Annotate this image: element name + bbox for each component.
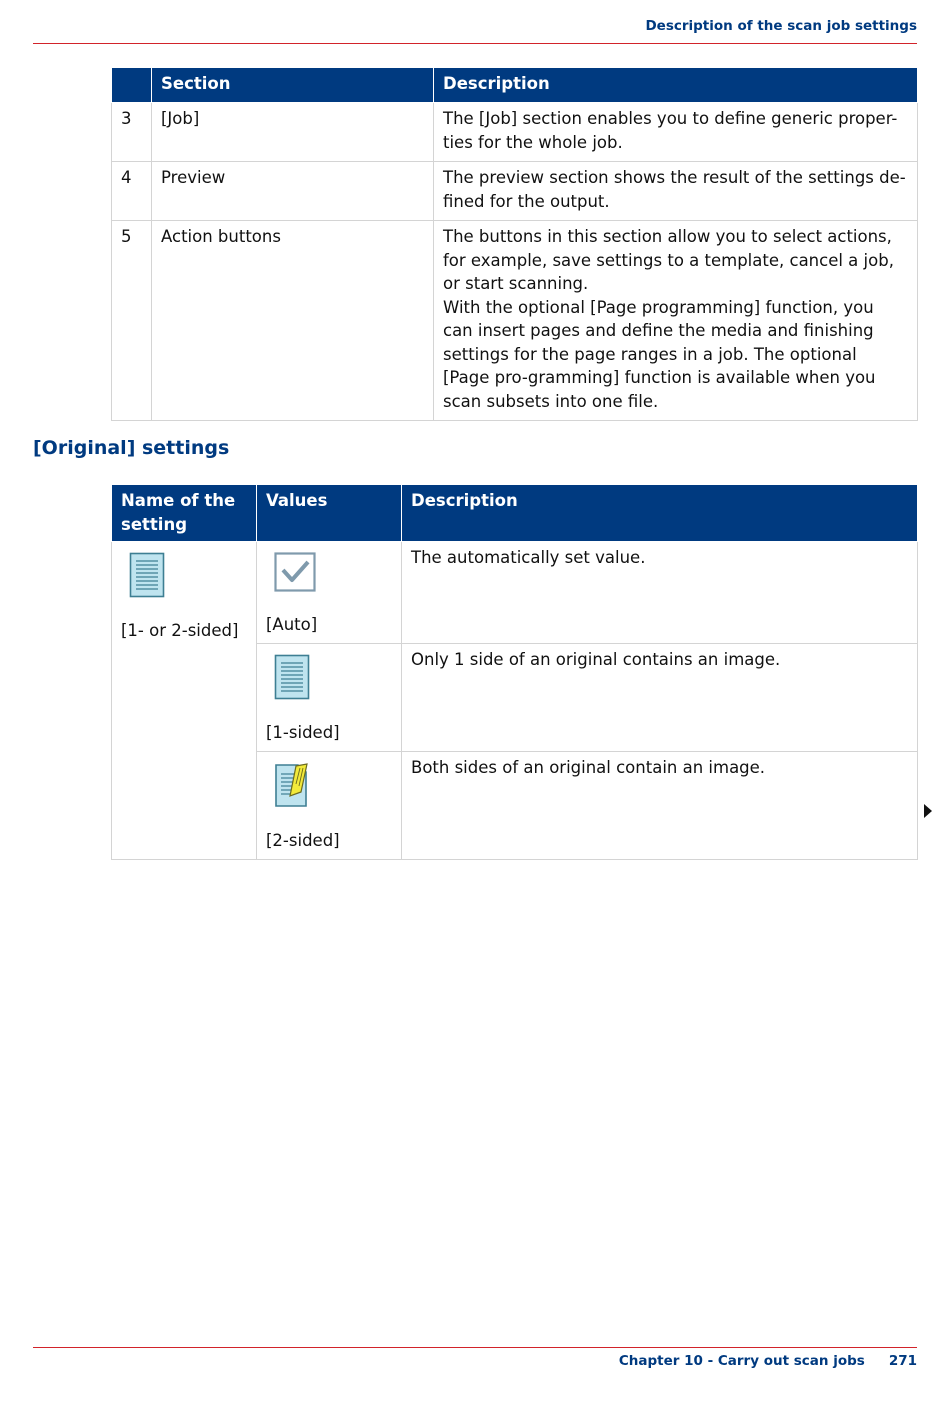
column-header-description: Description [402, 485, 918, 542]
running-footer [619, 1353, 917, 1369]
two-sided-document-icon [274, 762, 392, 815]
value-cell [257, 752, 402, 860]
table-header-row [112, 68, 918, 103]
table-row [112, 162, 918, 221]
column-header-number [112, 68, 152, 103]
column-header-setting-name: Name of the setting [112, 485, 257, 542]
checkbox-check-icon [274, 552, 392, 599]
header-rule [33, 43, 917, 44]
document-icon [274, 654, 392, 707]
value-description: The automatically set value. [402, 542, 918, 644]
footer-rule [33, 1347, 917, 1348]
section-heading: [Original] settings [33, 437, 230, 459]
document-icon [129, 552, 247, 605]
row-description: The preview section shows the result of the settings de-fined for the output. [434, 162, 918, 221]
table-row [112, 542, 918, 644]
table-header-row [112, 485, 918, 542]
value-label: [1-sided] [266, 722, 340, 742]
value-description: Both sides of an original contain an image. [402, 752, 918, 860]
row-description-continued: With the optional [Page programming] function, you can insert pages and define the media and finishing settings for the page ranges in a job. The optional [Page pro-gramming] function is available when you scan subsets into one file. [443, 297, 876, 411]
setting-name-cell [112, 542, 257, 860]
row-section: [Job] [152, 103, 434, 162]
row-number: 4 [112, 162, 152, 221]
value-label: [Auto] [266, 614, 318, 634]
continuation-arrow-icon [924, 804, 932, 818]
column-header-section: Section [152, 68, 434, 103]
original-settings-table [111, 484, 918, 860]
running-header: Description of the scan job settings [645, 18, 917, 34]
row-number: 3 [112, 103, 152, 162]
row-description: The buttons in this section allow you to select actions, for example, save settings to a template, cancel a job, or start scanning. [443, 227, 894, 293]
row-section: Action buttons [152, 221, 434, 421]
value-description: Only 1 side of an original contains an image. [402, 644, 918, 752]
row-section: Preview [152, 162, 434, 221]
sections-table [111, 67, 918, 421]
column-header-description: Description [434, 68, 918, 103]
value-label: [2-sided] [266, 830, 340, 850]
row-description: The [Job] section enables you to define generic proper-ties for the whole job. [434, 103, 918, 162]
value-cell [257, 644, 402, 752]
table-row [112, 221, 918, 421]
row-number: 5 [112, 221, 152, 421]
row-description-cell [434, 221, 918, 421]
footer-chapter: Chapter 10 - Carry out scan jobs [618, 1353, 865, 1369]
column-header-values: Values [257, 485, 402, 542]
setting-name: [1- or 2-sided] [121, 620, 239, 640]
value-cell [257, 542, 402, 644]
page-number: 271 [888, 1353, 917, 1369]
table-row [112, 103, 918, 162]
